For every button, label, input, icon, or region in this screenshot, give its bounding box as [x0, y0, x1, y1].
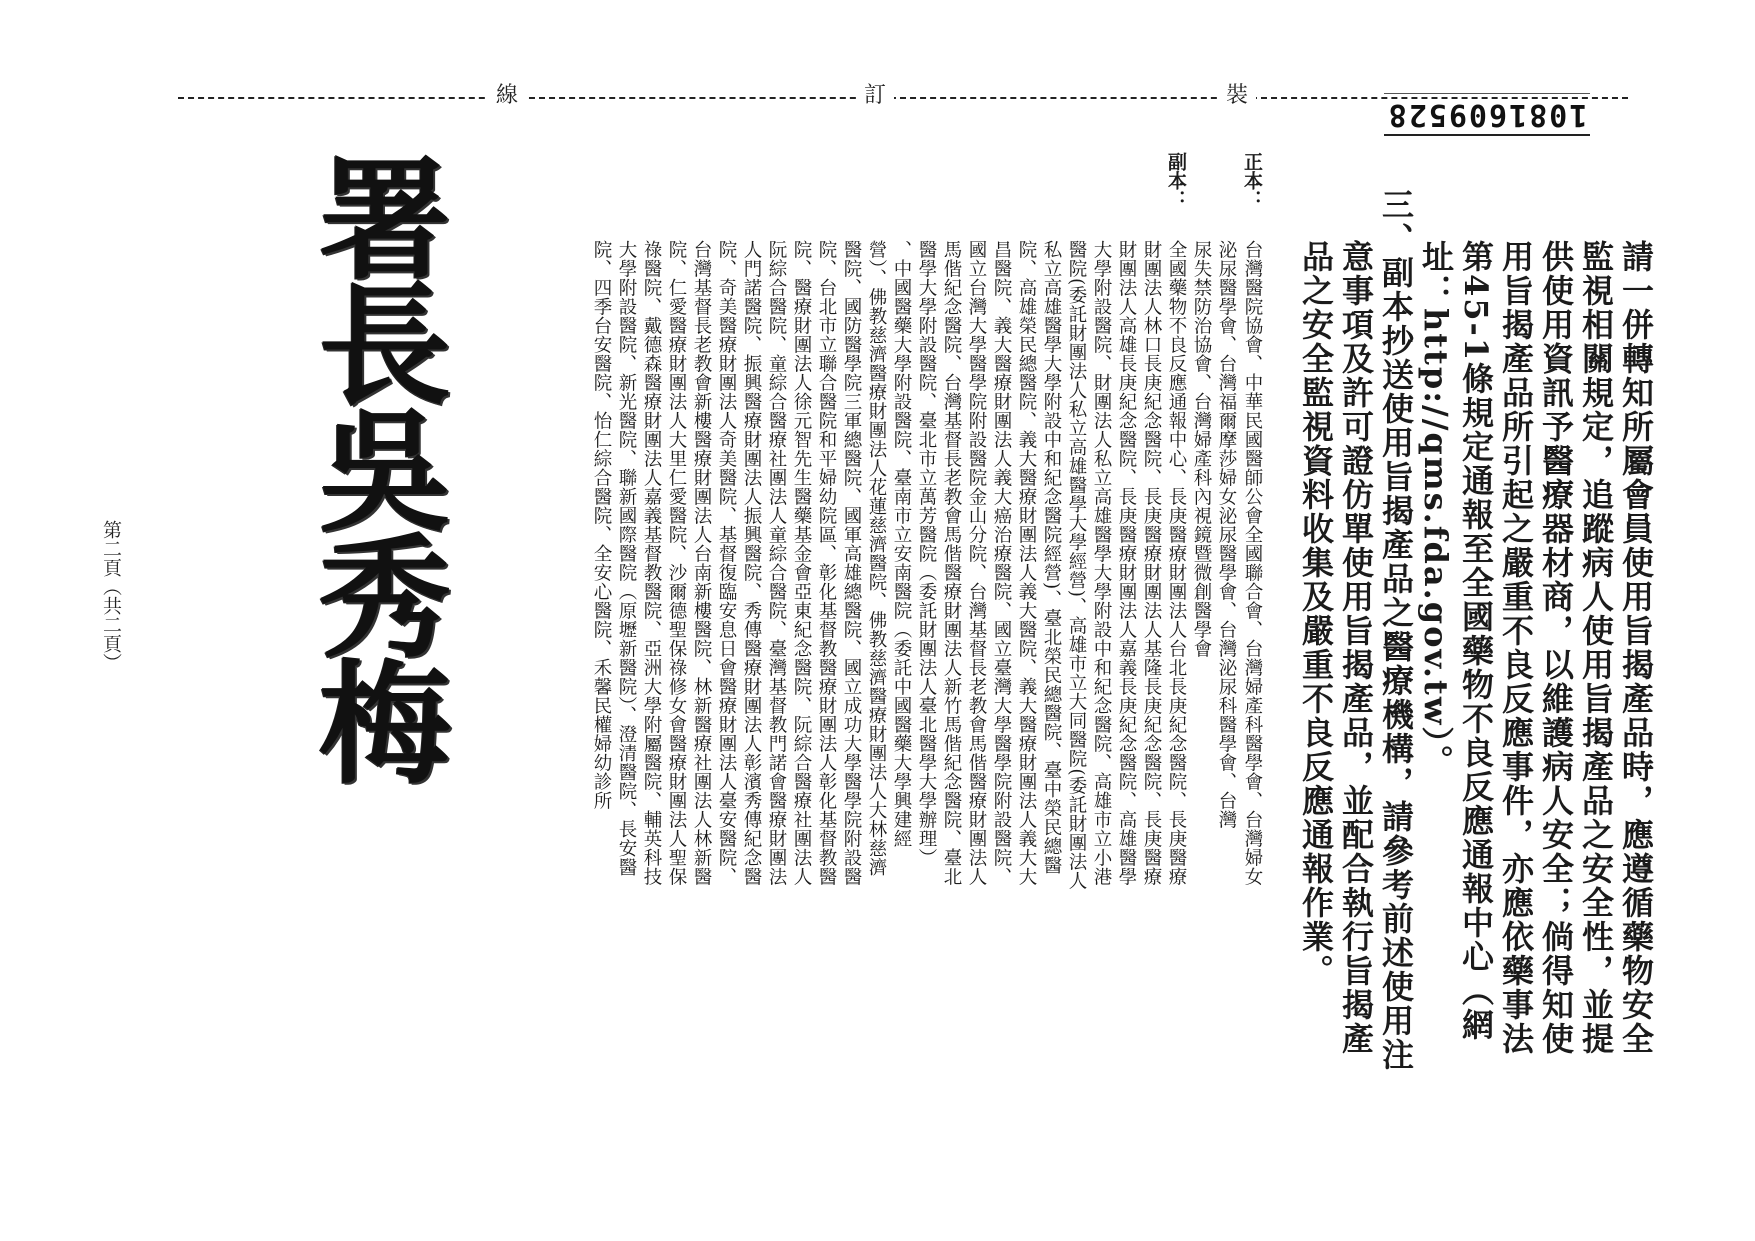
copy-recipients-col-14: 醫院、國防醫學院三軍總醫院、國軍高雄總醫院、國立成功大學醫學院附設醫: [841, 240, 862, 886]
copy-recipients-col-24: 院、四季台安醫院、怡仁綜合醫院、全安心醫院、禾馨民權婦幼診所: [591, 240, 612, 810]
body-text-col-1: 請一併轉知所屬會員使用旨揭產品時，應遵循藥物安全: [1617, 240, 1655, 1056]
binding-mark-zhuang: 裝: [1218, 78, 1256, 114]
copy-recipients-col-11: 醫學大學附設醫院、臺北市立萬芳醫院（委託財團法人臺北醫學大學辦理）: [916, 240, 937, 867]
main-recipients-label: 正本：: [1241, 152, 1263, 209]
copy-recipients-col-19: 院、奇美醫療財團法人奇美醫院、基督復臨安息日會醫療財團法人臺安醫院、: [716, 240, 737, 886]
copy-recipients-col-9: 國立台灣大學醫學院附設醫院金山分院、台灣基督長老教會馬偕醫療財團法人: [966, 240, 987, 886]
copy-recipients-col-7: 院、高雄榮民總醫院、義大醫療財團法人義大醫院、義大醫療財團法人義大大: [1016, 240, 1037, 886]
copy-recipients-col-10: 馬偕紀念醫院、台灣基督長老教會馬偕醫療財團法人新竹馬偕紀念醫院、臺北: [941, 240, 962, 886]
copy-recipients-col-2: 財團法人林口長庚紀念醫院、長庚醫療財團法人基隆長庚紀念醫院、長庚醫療: [1141, 240, 1162, 886]
body-item-3-col-3: 品之安全監視資料收集及嚴重不良反應通報作業。: [1297, 240, 1335, 988]
copy-recipients-col-1: 全國藥物不良反應通報中心、長庚醫療財團法人台北長庚紀念醫院、長庚醫療: [1166, 240, 1187, 886]
main-recipients-col-1: 台灣醫院協會、中華民國醫師公會全國聯合會、台灣婦產科醫學會、台灣婦女: [1242, 240, 1263, 886]
copy-recipients-col-17: 阮綜合醫院、童綜合醫療社團法人童綜合醫院、臺灣基督教門諾會醫療財團法: [766, 240, 787, 886]
copy-recipients-col-8: 昌醫院、義大醫療財團法人義大癌治療醫院、國立臺灣大學醫學院附設醫院、: [991, 240, 1012, 886]
copy-recipients-col-16: 院、醫療財團法人徐元智先生醫藥基金會亞東紀念醫院、阮綜合醫療社團法人: [791, 240, 812, 886]
body-text-col-2: 監視相關規定，追蹤病人使用旨揭產品之安全性，並提: [1577, 240, 1615, 1056]
binding-mark-ding: 訂: [856, 78, 894, 114]
copy-recipients-col-20: 台灣基督長老教會新樓醫療財團法人台南新樓醫院、林新醫療社團法人林新醫: [691, 240, 712, 886]
copy-recipients-col-15: 院、台北市立聯合醫院和平婦幼院區、彰化基督教醫療財團法人彰化基督教醫: [816, 240, 837, 886]
body-item-3-col-2: 意事項及許可證仿單使用旨揭產品，並配合執行旨揭產: [1337, 240, 1375, 1056]
copy-recipients-col-5: 醫院(委託財團法人私立高雄醫學大學經營)、高雄市立大同醫院(委託財團法人: [1066, 240, 1087, 891]
copy-recipients-col-6: 私立高雄醫學大學附設中和紀念醫院經營)、臺北榮民總醫院、臺中榮民總醫: [1041, 240, 1062, 875]
body-text-col-3: 供使用資訊予醫療器材商，以維護病人安全；倘得知使: [1537, 240, 1575, 1056]
copy-recipients-col-21: 院、仁愛醫療財團法人大里仁愛醫院、沙爾德聖保祿修女會醫療財團法人聖保: [666, 240, 687, 886]
copy-recipients-col-13: 營）、佛教慈濟醫療財團法人花蓮慈濟醫院、佛教慈濟醫療財團法人大林慈濟: [866, 240, 887, 877]
binding-mark-xian: 線: [488, 78, 526, 114]
copy-recipients-col-22: 祿醫院、戴德森醫療財團法人嘉義基督教醫院、亞洲大學附屬醫院、輔英科技: [641, 240, 662, 886]
body-text-col-6: 址：http://qms.fda.gov.tw）。: [1417, 240, 1455, 779]
copy-recipients-col-12: 、中國醫藥大學附設醫院、臺南市立安南醫院（委託中國醫藥大學興建經: [891, 240, 912, 848]
director-signature: 署長吳秀梅: [296, 150, 451, 780]
main-recipients-col-3: 尿失禁防治協會、台灣婦產科內視鏡暨微創醫學會: [1191, 240, 1212, 658]
document-number: 1081609528: [1384, 93, 1590, 136]
copy-recipients-col-23: 大學附設醫院、新光醫院、聯新國際醫院（原壢新醫院）、澄清醫院、長安醫: [616, 240, 637, 877]
main-recipients-col-2: 泌尿醫學會、台灣福爾摩莎婦女泌尿醫學會、台灣泌尿科醫學會、台灣: [1216, 240, 1237, 829]
copy-recipients-col-18: 人門諾醫院、振興醫療財團法人振興醫院、秀傳醫療財團法人彰濱秀傳紀念醫: [741, 240, 762, 886]
copy-recipients-col-4: 大學附設醫院、財團法人私立高雄醫學大學附設中和紀念醫院、高雄市立小港: [1091, 240, 1112, 886]
body-item-3-col-1: 三、副本抄送使用旨揭產品之醫療機構，請參考前述使用注: [1377, 188, 1415, 1072]
page-number: 第二頁（共二頁）: [100, 520, 122, 672]
copy-recipients-label: 副本：: [1165, 152, 1187, 209]
body-text-col-4: 用旨揭產品所引起之嚴重不良反應事件，亦應依藥事法: [1497, 240, 1535, 1056]
body-text-col-5: 第45-1條規定通報至全國藥物不良反應通報中心（網: [1457, 240, 1495, 1043]
copy-recipients-col-3: 財團法人高雄長庚紀念醫院、長庚醫療財團法人嘉義長庚紀念醫院、高雄醫學: [1116, 240, 1137, 886]
